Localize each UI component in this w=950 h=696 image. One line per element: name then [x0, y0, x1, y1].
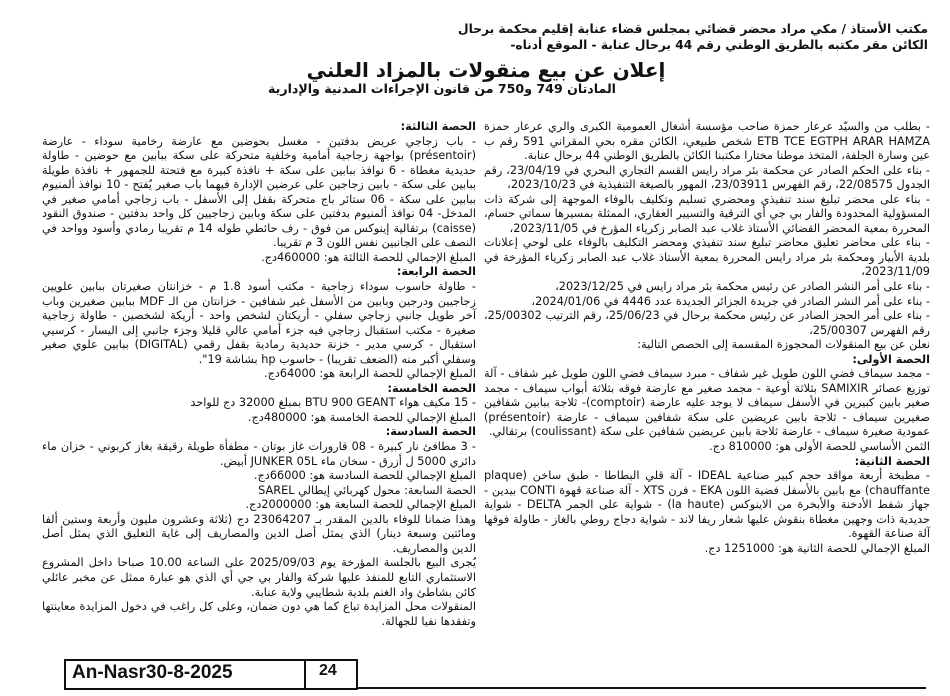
announcement-title: إعلان عن بيع منقولات بالمزاد العلني [306, 58, 666, 82]
right-column [484, 120, 930, 556]
lot-total: المبلغ الإجمالي للحصة الرابعة هو: 64000دج. [263, 367, 476, 381]
lot-total: المبلغ الإجمالي للحصة الثالثة هو: 460000دج. [261, 250, 476, 264]
newspaper-name-date [72, 662, 233, 684]
office-header [40, 22, 932, 53]
office-line: مكتب الأستاذ / مكي مراد محضر قضائي بمجلس قضاء عنابة إقليم محكمة برحال [458, 22, 928, 36]
lot-items: - 3 مطافئ نار كبيرة - 08 قارورات غاز بوتان - مطفأة طويلة رقيقة بغاز كربوني - خزان ماء دائري 5000 ل أزرق - سخان ماء JUNKER 05L أبيض. [42, 440, 476, 468]
paragraph: - بناء على محضر تبليغ سند تنفيذي ومحضري تسليم وتكليف بالوفاء الموجهة إلى شركة ذات المسؤولية المحدودة والفار بي جي أي الترقية والتسيير العقاري، الممثلة بمسيرها سماتي حسام، المحررة بمعية المحضر القضائي الأستاذ غلاب عبد الصابر زكرياء المؤرخ في 2023/11/05، [484, 192, 930, 235]
lot-total: المبلغ الإجمالي للحصة الخامسة هو: 480000دج. [247, 410, 476, 424]
page-number: 24 [319, 662, 337, 679]
footer-rule [356, 687, 926, 689]
lot-items: - باب زجاجي عريض بدفتين - مغسل بحوضين مع عارضة رخامية سوداء - عارضة (présentoir) بواجهة زجاجية أمامية وخلفية متحركة على سكة ببابين مع حوضين - طاولة حديدية مغطاة - 6 نوافذ ببابين على سكة + نافذة كبيرة مع فتحتة للجمهور + نافذة طويلة ببابين على سكة - بابين زجاجين على عرضين الإدارة فيهما باب صغير يُفتح - 10 نوافذ ألمنيوم ببابين على سكة - 06 ستائر باج متحركة بقفل إلى الأسفل - باب زجاجي أمامي صغير في المدخل- 04 نوافذ ألمنيوم بدفتين على سكة وبابين زجاجيين كل واحد بدفتين - صندوق النقود (caisse) برتقالية إينوكس من فوق - رف حائطي طوله 14 م تقريبا رمادي وأسود وواحد في النصف على الجانبين نفس اللون 3 م تقريبا. [42, 134, 477, 250]
lot-heading: الحصة السابعة: محول كهربائي إيطالي SAREL [258, 483, 476, 497]
address-line: الكائن مقر مكتبه بالطريق الوطني رقم 44 برحال عنابة - الموقع أدناه- [510, 37, 928, 52]
lot-total: المبلغ الإجمالي للحصة السابعة هو: 2000000دج. [245, 498, 476, 512]
lot-heading: الحصة الثالثة: [400, 120, 476, 133]
lot-total: المبلغ الإجمالي للحصة الثانية هو: 1251000 دج. [704, 541, 930, 555]
legal-reference: المادتان 749 و750 من قانون الإجراءات المدنية والإدارية [267, 81, 616, 96]
paragraph: - بناء على أمر النشر الصادر عن رئيس محكمة بئر مراد رايس في 2023/12/25، [555, 280, 930, 294]
footer-divider [304, 661, 306, 688]
issue-date: 30-8-2025 [145, 662, 233, 683]
lot-heading: الحصة الثانية: [854, 454, 930, 468]
paragraph: يُجرى البيع بالجلسة المؤرخة يوم 2025/09/03 على الساعة 10.00 صباحا داخل المشروع الاستثماري التابع للمنفذ عليها شركة والفار بي جي أي الذي هو عبارة ممثل عن مخبر عائلي كائن بشاطئ واد الغنم بلدية شطايبي ولاية عنابة. [42, 556, 476, 599]
paragraph: - بناء على الحكم الصادر عن محكمة بئر مراد رايس القسم التجاري البحري في 23/04/19، رقم الجدول 22/08575، رقم الفهرس 23/03911، المهور بالصيغة التنفيذية في 2023/10/23، [484, 163, 930, 192]
left-column [42, 120, 476, 629]
paragraph: وهذا ضمانا للوفاء بالدين المقدر بـ 23064207 دج (ثلاثة وعشرون مليون وأربعة وستين ألفا ومائتين وسبعة دينار) الذي يمثل أصل الدين والمصاريف إلى غاية التعليق الذي يمثل أصل الدين والمصاريف. [42, 512, 477, 555]
paragraph: - بناء على أمر الحجز الصادر عن رئيس محكمة برحال في 25/06/23، رقم الترتيب 25/00302، رقم الفهرس 25/00307، [484, 309, 930, 337]
paragraph: - بناء على أمر النشر الصادر في جريدة الجزائر الجديدة عدد 4446 في 2024/01/06، [531, 294, 930, 308]
lot-items: - 15 مكيف هواء BTU 900 GEANT بمبلغ 32000 دج للواحد [190, 396, 476, 410]
announcement-page [40, 22, 932, 668]
body-columns [40, 120, 932, 668]
lot-heading: الحصة السادسة: [385, 425, 476, 439]
lot-total: المبلغ الإجمالي للحصة السادسة هو: 66000دج. [253, 469, 476, 483]
paragraph: - بطلب من والسيّد عرعار حمزة صاحب مؤسسة أشغال العمومية الكبرى والري عرعار حمزة ETB TCE EGTPH ARAR HAMZA شخص طبيعي، الكائن مقره بحي المقراني 591 رقم ب عين وسارة الجلفة، المتخذ موطنا مختارا مكتبنا الكائن بالطريق الوطني 44 برحال عنابة. [484, 120, 930, 163]
lot-heading: الحصة الخامسة: [387, 381, 476, 395]
lot-items: - مجمد سيماف فضي اللون طويل غير شفاف - مبرد سيماف فضي اللون طويل غير شفاف - آلة توزيع عصائر SAMIXIR بثلاثة أوعية - مجمد صغير مع عارضة فوقه بثلاثة أبواب سيماف - مجمد صغير بابين كبيرين في الأسفل سيماف لا يوجد عليه عارضة (comptoir)- ثلاجة ببابين شفافين صغيرين سيماف - ثلاجة بابين عريضين على سكة شفافين سيماف - عارضة (présentoir) عمودية صغيرة سيماف - عارضة ثلاجة بابين عريضين شفافين على سكة (coulissant) برتقالي. [484, 367, 930, 439]
paragraph: - بناء على محاضر تعليق محاضر تبليغ سند تنفيذي ومحضر التكليف بالوفاء على لوحي إعلانات بلدية الأبيار ومحكمة بئر مراد رايس المحررة بمعية الأستاذ غلاب عبد الصابر زكرياء المؤرخة في 2023/11/09، [484, 236, 930, 279]
lot-heading: الحصة الرابعة: [396, 265, 476, 279]
paragraph: نعلن عن بيع المنقولات المحجوزة المقسمة إلى الحصص التالية: [637, 338, 930, 352]
paragraph: المنقولات محل المزايدة تباع كما هي دون ضمان، وعلى كل راغب في دخول المزايدة معاينتها وتفقدها نفيا للجهالة. [42, 600, 476, 628]
newspaper-name: An-Nasr [72, 662, 146, 683]
newspaper-footer [64, 659, 358, 690]
lot-heading: الحصة الأولى: [852, 352, 930, 366]
lot-total: الثمن الأساسي للحصة الأولى هو: 810000 دج. [709, 440, 930, 454]
lot-items: - طاولة حاسوب سوداء زجاجية - مكتب أسود 1.8 م - خزانتان صغيرتان ببابين علويين زجاجيين ودرجين وبابين من الأسفل غير شفافين - خزانتان من الـ MDF ببابين صغيرين وباب آخر طويل جانبي زجاجي سفلي - أريكتان لشخص واحد - أريكة لشخصين - طاولة زجاجية صغيرة - مكتب استقبال زجاجي فيه جزء أمامي عالي قليلا وجزء جانبي إلى اليسار - كرسيي استقبال - كرسي مدير - خزنة حديدية رمادية بقفل رقمي (DIGITAL) ببابين علوي صغير وسفلي أكبر منه (الضعف تقريبا) - حاسوب hp بشاشة 19". [42, 280, 477, 366]
lot-items: - مطبخة أربعة مواقد حجم كبير صناعية IDEAL - آلة قلي البطاطا - طبق ساخن (plaque chauffante) مع بابين بالأسفل فضية اللون EKA - فرن XTS - آلة صناعة قهوة CONTI بيدين - جهاز شفط الأدخنة والأبخرة من الاينوكس (la haute) - شواية على الجمر DELTA - شواية حديدية ذات وجهين مغطاة بنقوش عليها شعار ريفا لاند - شواية دجاج روطي بالغاز - طاولة فوقها آلة صناعة القهوة. [484, 469, 930, 541]
